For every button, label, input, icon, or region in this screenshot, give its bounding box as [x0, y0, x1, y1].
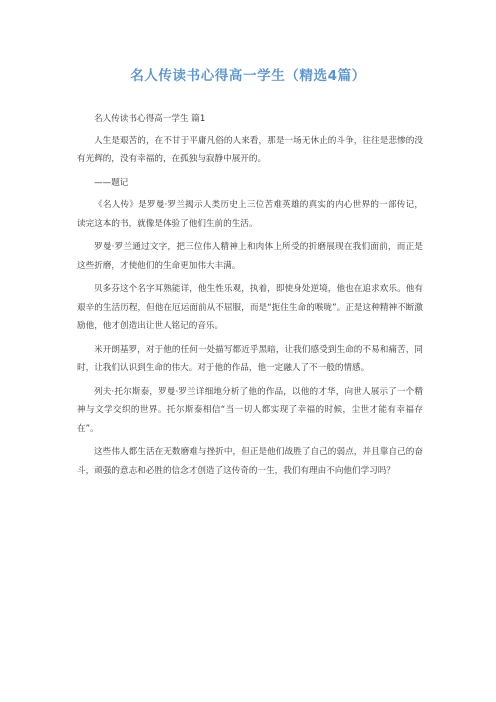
paragraph: 贝多芬这个名字耳熟能详，他生性乐观，执着，即使身处逆境，他也在追求欢乐。他有艰辛的生活历程，但他在厄运面前从不屈服，而是“扼住生命的喉咙”。正是这种精神不断激励他，他才创造出让世人铭记的音乐。 [77, 284, 423, 331]
paragraph: 这些伟人都生活在无数磨难与挫折中，但正是他们战胜了自己的弱点，并且靠自己的奋斗，顽强的意志和必胜的信念才创造了这传奇的一生，我们有理由不向他们学习吗？ [77, 447, 423, 476]
document-title: 名人传读书心得高一学生（精选4篇） [130, 68, 366, 84]
paragraph: 《名人传》是罗曼·罗兰揭示人类历史上三位苦难英雄的真实的内心世界的一部传记，读完这本的书，就像是体验了他们生前的生活。 [77, 200, 423, 229]
document-body [77, 110, 423, 485]
paragraph: 罗曼·罗兰通过文字，把三位伟人精神上和肉体上所受的折磨展现在我们面前，而正是这些折磨，才使他们的生命更加伟大丰满。 [77, 242, 423, 271]
epigraph: ——题记 [94, 177, 129, 188]
paragraph: 米开朗基罗，对于他的任何一处描写都近乎黑暗，让我们感受到生命的不易和痛苦，同时，让我们认识到生命的伟大。对于他的作品，他一定融人了不一般的情感。 [77, 344, 423, 373]
paragraph: 列夫·托尔斯泰，罗曼·罗兰详细地分析了他的作品，以他的才华，向世人展示了一个精神与文学交织的世界。托尔斯泰相信“当一切人都实现了幸福的时候，尘世才能有幸福存在”。 [77, 386, 423, 434]
paragraph: 人生是艰苦的，在不甘于平庸凡俗的人来看，那是一场无休止的斗争，往往是悲惨的没有光辉的，没有幸福的，在孤独与寂静中展开的。 [77, 135, 423, 164]
section-heading: 名人传读书心得高一学生 篇1 [94, 114, 206, 124]
